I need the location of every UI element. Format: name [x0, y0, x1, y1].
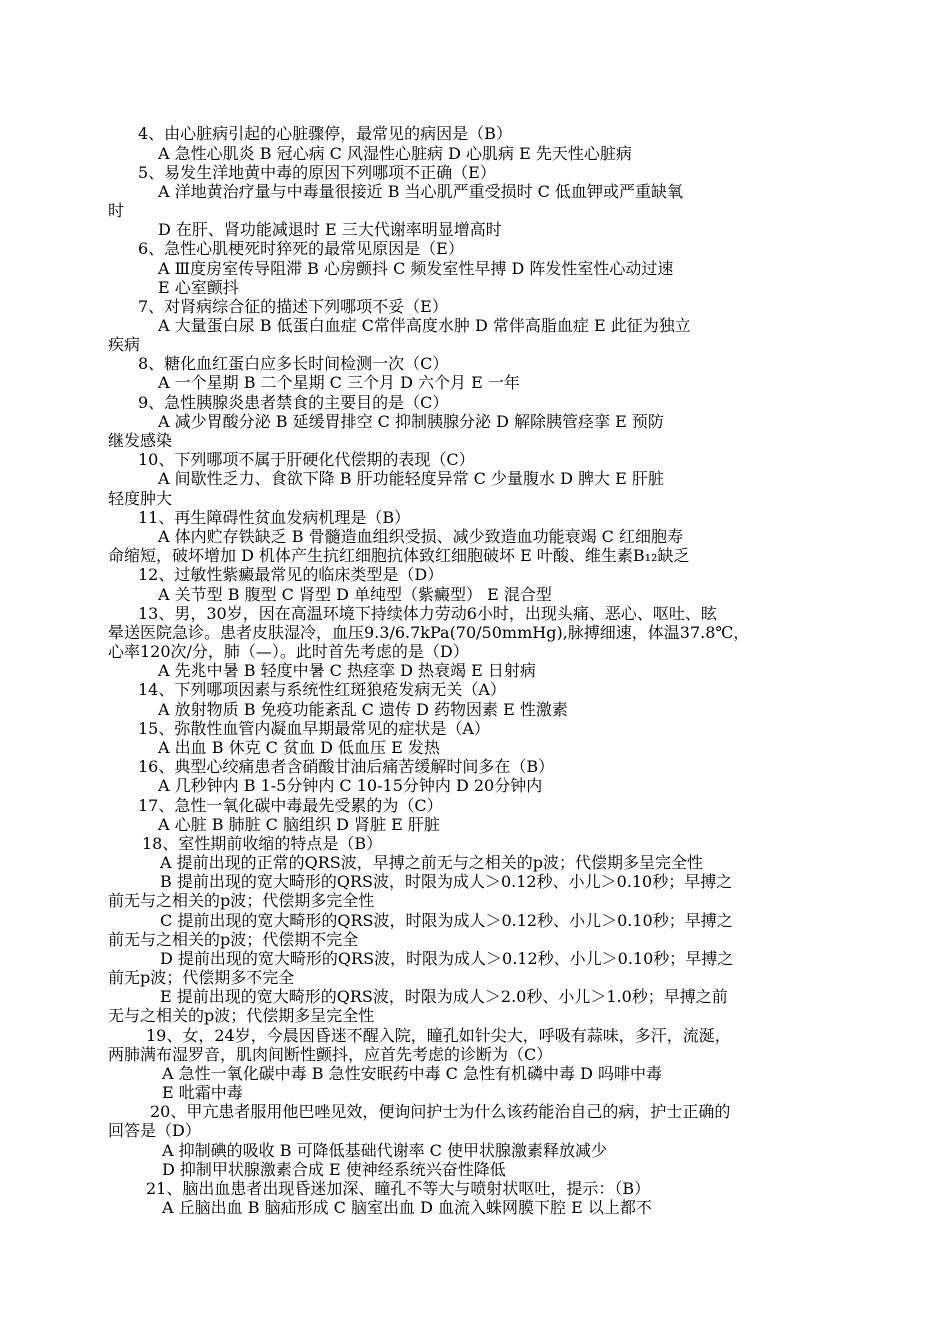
text-line: 前无与之相关的p波；代偿期多完全性 — [108, 891, 375, 910]
text-line: A 减少胃酸分泌 B 延缓胃排空 C 抑制胰腺分泌 D 解除胰管痉挛 E 预防 — [158, 412, 664, 431]
text-line: 继发感染 — [108, 431, 173, 450]
text-line: A 提前出现的正常的QRS波，早搏之前无与之相关的p波；代偿期多呈完全性 — [160, 853, 704, 872]
text-line: A 关节型 B 腹型 C 肾型 D 单纯型（紫癜型） E 混合型 — [158, 585, 552, 604]
text-line: A 大量蛋白尿 B 低蛋白血症 C常伴高度水肿 D 常伴高脂血症 E 此征为独立 — [158, 316, 691, 335]
text-line: 轻度肿大 — [108, 489, 173, 508]
text-line: 4、由心脏病引起的心脏骤停，最常见的病因是（B） — [138, 124, 512, 143]
text-line: E 心室颤抖 — [158, 278, 239, 297]
text-line: 回答是（D） — [108, 1121, 201, 1140]
text-line: A 体内贮存铁缺乏 B 骨髓造血组织受损、减少致造血功能衰竭 C 红细胞寿 — [158, 527, 683, 546]
text-line: 17、急性一氧化碳中毒最先受累的为（C） — [138, 796, 443, 815]
text-line: 晕送医院急诊。患者皮肤湿冷，血压9.3/6.7kPa(70/50mmHg),脉搏细速，体温37.8℃， — [108, 623, 750, 642]
text-line: 16、典型心绞痛患者含硝酸甘油后痛苦缓解时间多在（B） — [138, 757, 555, 776]
text-line: A 急性心肌炎 B 冠心病 C 风湿性心脏病 D 心肌病 E 先天性心脏病 — [158, 144, 632, 163]
text-line: 疾病 — [108, 335, 141, 354]
text-line: 两肺满布湿罗音，肌肉间断性颤抖，应首先考虑的诊断为（C） — [108, 1045, 553, 1064]
text-line: 19、女，24岁，今晨因昏迷不醒入院，瞳孔如针尖大，呼吸有蒜味，多汗，流涎， — [146, 1026, 731, 1045]
text-line: 13、男，30岁，因在高温环境下持续体力劳动6小时，出现头痛、恶心、呕吐、眩 — [138, 604, 717, 623]
text-line: 6、急性心肌梗死时猝死的最常见原因是（E） — [138, 239, 464, 258]
text-line: A 一个星期 B 二个星期 C 三个月 D 六个月 E 一年 — [158, 373, 520, 392]
text-line: 21、脑出血患者出现昏迷加深、瞳孔不等大与喷射状呕吐，提示：（B） — [146, 1179, 651, 1198]
text-line: C 提前出现的宽大畸形的QRS波，时限为成人＞0.12秒、小儿＞0.10秒；早搏之 — [160, 911, 733, 930]
text-line: 9、急性胰腺炎患者禁食的主要目的是（C） — [138, 393, 449, 412]
text-line: D 提前出现的宽大畸形的QRS波，时限为成人＞0.12秒、小儿＞0.10秒；早搏之 — [160, 949, 734, 968]
text-line: 20、甲亢患者服用他巴唑见效，便询问护士为什么该药能治自己的病，护士正确的 — [150, 1102, 731, 1121]
text-line: 14、下列哪项因素与系统性红斑狼疮发病无关（A） — [138, 680, 506, 699]
text-line: 时 — [108, 201, 125, 220]
text-line: 心率120次/分，肺（—）。此时首先考虑的是（D） — [108, 642, 469, 661]
text-line: E 吡霜中毒 — [162, 1083, 243, 1102]
text-line: A 洋地黄治疗量与中毒量很接近 B 当心肌严重受损时 C 低血钾或严重缺氧 — [158, 182, 683, 201]
text-line: 前无与之相关的p波；代偿期不完全 — [108, 930, 359, 949]
text-line: 8、糖化血红蛋白应多长时间检测一次（C） — [138, 354, 449, 373]
text-line: 15、弥散性血管内凝血早期最常见的症状是（A） — [138, 719, 490, 738]
text-line: E 提前出现的宽大畸形的QRS波，时限为成人＞2.0秒、小儿＞1.0秒；早搏之前 — [160, 987, 728, 1006]
text-line: 无与之相关的p波；代偿期多呈完全性 — [108, 1006, 375, 1025]
text-line: A 间歇性乏力、食欲下降 B 肝功能轻度异常 C 少量腹水 D 脾大 E 肝脏 — [158, 469, 664, 488]
text-line: A 丘脑出血 B 脑疝形成 C 脑室出血 D 血流入蛛网膜下腔 E 以上都不 — [162, 1198, 652, 1217]
text-line: A 心脏 B 肺脏 C 脑组织 D 肾脏 E 肝脏 — [158, 815, 440, 834]
text-line: 前无p波；代偿期多不完全 — [108, 968, 295, 987]
text-line: 7、对肾病综合征的描述下列哪项不妥（E） — [138, 297, 448, 316]
text-line: A 出血 B 休克 C 贫血 D 低血压 E 发热 — [158, 738, 440, 757]
text-line: A Ⅲ度房室传导阻滞 B 心房颤抖 C 频发室性早搏 D 阵发性室性心动过速 — [158, 259, 674, 278]
text-line: A 先兆中暑 B 轻度中暑 C 热痉挛 D 热衰竭 E 日射病 — [158, 661, 536, 680]
text-line: 命缩短，破坏增加 D 机体产生抗红细胞抗体致红细胞破坏 E 叶酸、维生素B₁₂缺乏 — [108, 546, 690, 565]
text-line: A 几秒钟内 B 1-5分钟内 C 10-15分钟内 D 20分钟内 — [158, 776, 543, 795]
text-line: B 提前出现的宽大畸形的QRS波，时限为成人＞0.12秒、小儿＞0.10秒；早搏之 — [160, 872, 733, 891]
text-line: D 抑制甲状腺激素合成 E 使神经系统兴奋性降低 — [162, 1160, 506, 1179]
text-line: 11、再生障碍性贫血发病机理是（B） — [138, 508, 411, 527]
text-line: A 急性一氧化碳中毒 B 急性安眠药中毒 C 急性有机磷中毒 D 吗啡中毒 — [162, 1064, 662, 1083]
text-line: 18、室性期前收缩的特点是（B） — [142, 834, 383, 853]
text-line: 10、下列哪项不属于肝硬化代偿期的表现（C） — [138, 450, 475, 469]
text-line: A 抑制碘的吸收 B 可降低基础代谢率 C 使甲状腺激素释放减少 — [162, 1141, 607, 1160]
text-line: A 放射物质 B 免疫功能紊乱 C 遗传 D 药物因素 E 性激素 — [158, 700, 568, 719]
text-line: 12、过敏性紫癜最常见的临床类型是（D） — [138, 565, 444, 584]
text-line: 5、易发生洋地黄中毒的原因下列哪项不正确（E） — [138, 163, 496, 182]
text-line: D 在肝、肾功能减退时 E 三大代谢率明显增高时 — [158, 220, 502, 239]
